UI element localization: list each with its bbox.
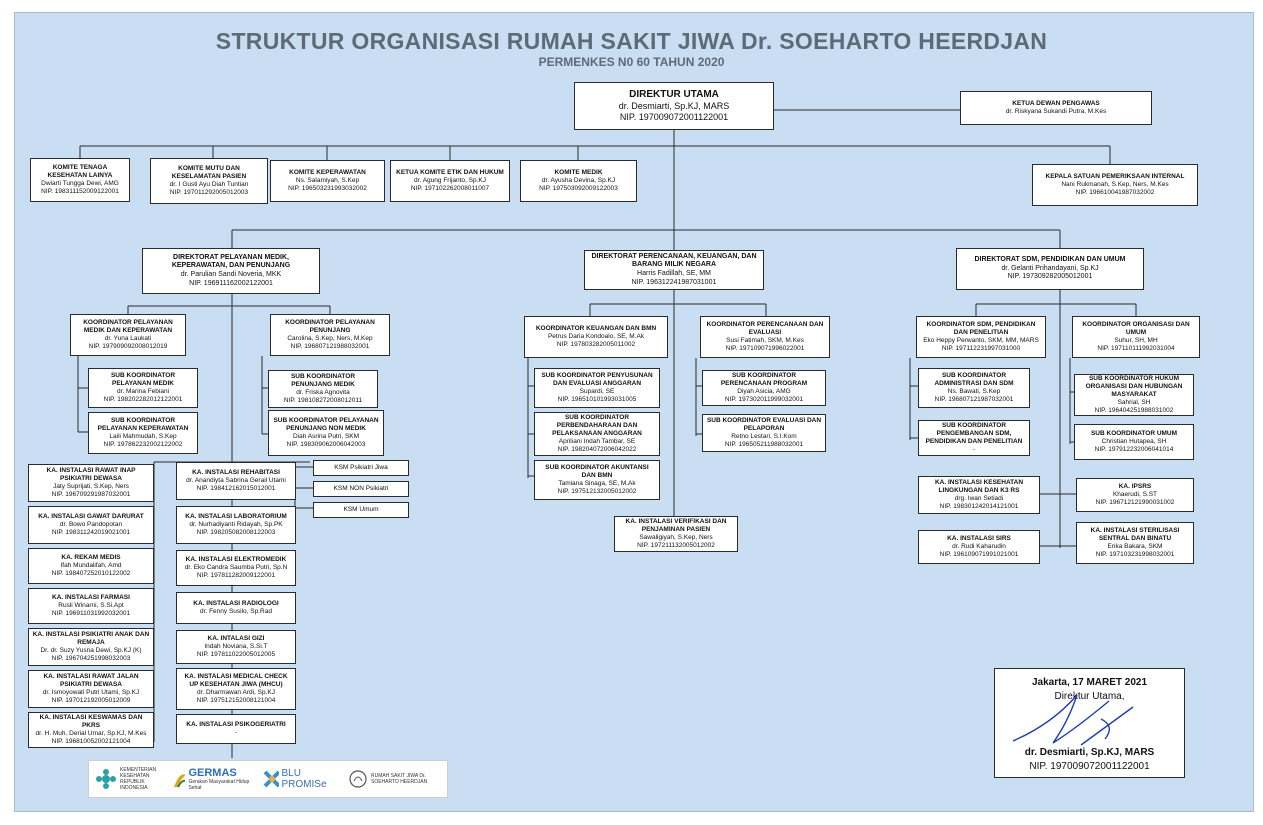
label: KOORDINATOR PERENCANAAN DAN EVALUASI (706, 320, 824, 336)
box-sub-perencanaan-program (702, 370, 826, 406)
blu-icon (262, 769, 279, 789)
nip: NIP. 198407252010122002 (51, 570, 131, 578)
box-inst-sirs (918, 530, 1040, 564)
nip: NIP. 198204072006042022 (557, 446, 637, 454)
holder: Ns. Salamiyah, S.Kep (295, 176, 360, 184)
box-komite-mutu (150, 158, 268, 204)
holder: dr. H. Muh. Derial Umar, Sp.KJ, M.Kes (35, 730, 147, 737)
nip: NIP. 197112231997031000 (941, 345, 1021, 353)
holder: dr. Ismoyowati Putri Utami, Sp.KJ (42, 689, 140, 696)
box-direktorat-keuangan (584, 250, 764, 290)
box-inst-rawat-jalan (28, 670, 154, 708)
signature-date: Jakarta, 17 MARET 2021 (1031, 677, 1148, 688)
holder: Khaerudi, S.ST (1112, 490, 1158, 498)
nip: NIP. 198311242019021001 (51, 529, 131, 537)
blu-text: BLU PROMISe (281, 768, 327, 790)
nip: NIP. 197811022005012005 (196, 651, 276, 659)
box-direktur-utama (574, 82, 774, 130)
nip: NIP. 198202282012122001 (103, 396, 183, 404)
box-inst-verifikasi (614, 516, 738, 552)
box-ksm-psikiatri-jiwa (313, 460, 409, 476)
handwritten-signature (1005, 689, 1155, 751)
box-inst-laboratorium (176, 506, 296, 544)
box-sub-penunjang-nonmedik (268, 410, 384, 456)
box-inst-gizi (176, 630, 296, 664)
box-inst-ipsrs (1076, 478, 1194, 512)
nip: NIP. 197211132005012002 (637, 542, 715, 550)
holder: drg. Iwan Setiadi (954, 495, 1004, 502)
box-inst-farmasi (28, 588, 154, 624)
rs-text: RUMAH SAKIT JIWA Dr. SOEHARTO HEERDJAN (371, 773, 428, 785)
holder: Diyah Asicia, AMG (737, 388, 791, 395)
box-inst-gawat-darurat (28, 506, 154, 544)
box-inst-rekam-medis (28, 548, 154, 584)
label: KSM NON Psikiatri (333, 484, 389, 492)
holder: Ns. Bawati, S.Kep (947, 388, 1001, 395)
label: SUB KOORDINATOR PERENCANAAN PROGRAM (720, 371, 808, 387)
germas-icon (172, 769, 185, 789)
holder: Diah Asrina Putri, SKM (292, 433, 360, 440)
label: KOORDINATOR ORGANISASI DAN UMUM (1082, 320, 1190, 336)
box-sub-pelayanan-keperawatan (88, 412, 198, 454)
label: KOORDINATOR KEUANGAN DAN BMN (535, 324, 657, 332)
label: KA. INSTALASI RAWAT JALAN PSIKIATRI DEWASA (43, 672, 139, 688)
nip: NIP. 198108272008012011 (283, 397, 363, 405)
nip: NIP. 196704251998032003 (51, 655, 131, 663)
label: SUB KOORDINATOR AKUNTANSI DAN BMN (545, 463, 649, 479)
holder: dr. I Gusti Ayu Diah Tuntian (169, 181, 249, 188)
rs-icon (348, 769, 368, 789)
label: SUB KOORDINATOR EVALUASI DAN PELAPORAN (706, 416, 822, 432)
nip: NIP. 197512152008121004 (196, 697, 276, 705)
holder: dr. Dharmawan Ardi, Sp.KJ (196, 689, 276, 696)
nip: NIP. 196807121987032001 (934, 396, 1014, 404)
box-inst-rawat-inap (28, 464, 154, 502)
box-sub-pengembangan-sdm (918, 420, 1030, 456)
nip: NIP. 196911162002122001 (189, 279, 273, 287)
box-koord-perencanaan (700, 316, 830, 358)
nip: NIP. 197811282009122001 (196, 572, 276, 580)
kemenkes-text: KEMENTERIAN KESEHATAN REPUBLIK INDONESIA (120, 767, 157, 791)
holder: dr. Marina Febiani (116, 388, 170, 395)
label: KA. IPSRS (1118, 482, 1152, 490)
label: KA. INSTALASI RAWAT INAP PSIKIATRI DEWASA (46, 466, 136, 482)
nip: NIP. 197909092008012019 (88, 343, 168, 351)
holder: dr. Eko Candra Saumba Putri, Sp.N (184, 563, 288, 571)
box-inst-psikogeriatri (176, 714, 296, 744)
label: KA. INSTALASI ELEKTROMEDIK (185, 555, 287, 563)
box-direktorat-medik (142, 248, 320, 294)
label: KA. INSTALASI GAWAT DARURAT (38, 512, 144, 520)
holder: dr. Riskyana Sukandi Putra, M.Kes (1005, 108, 1107, 115)
box-komite-keperawatan (270, 160, 385, 202)
holder: Suhur, SH, MH (1114, 337, 1158, 344)
box-inst-mcu (176, 668, 296, 710)
label: KA. INSTALASI PSIKOGERIATRI (186, 720, 286, 728)
holder: Christian Hutapea, SH (1101, 437, 1167, 445)
box-inst-psikiatri-anak (28, 628, 154, 666)
nip: NIP. 197110111992031004 (1097, 345, 1175, 353)
box-sub-hukum-humas (1074, 374, 1194, 416)
holder: Harris Fadillah, SE, MM (637, 270, 711, 277)
holder: - (972, 446, 976, 454)
holder: Tamiana Sinaga, SE, M.Ak (558, 480, 636, 487)
nip: NIP. 196503231993032002 (288, 185, 367, 193)
box-inst-rehabilitasi (176, 462, 296, 500)
nip: NIP. 196312241987031001 (631, 278, 717, 286)
holder: - (234, 729, 238, 736)
holder: dr. Friska Agnovita (296, 389, 350, 396)
germas-text: GERMAS (188, 767, 237, 779)
germas-logo (172, 767, 252, 791)
holder: Retno Lestari, S.I.Kom (731, 433, 797, 440)
holder: Laili Mahmudah, S.Kep (109, 433, 177, 440)
nip: NIP. 197103231998032001 (1095, 551, 1175, 559)
label: KSM Umum (343, 505, 379, 513)
holder: Dwiarti Tungga Dewi, AMG (41, 180, 119, 187)
holder: dr. Ayusha Devina, Sp.KJ (541, 176, 616, 184)
label: SUB KOORDINATOR PELAYANAN PENUNJANG NON MEDIK (273, 416, 379, 432)
nip: NIP. 197011292005012003 (169, 189, 249, 197)
holder: Sahrial, SH (1117, 399, 1151, 407)
box-inst-keswamas (28, 712, 154, 748)
nip: NIP. 198205082008122003 (196, 529, 276, 537)
nip: NIP. 196505211988032001 (724, 441, 804, 449)
holder: dr. Bowo Pandopotan (59, 520, 123, 528)
box-inst-elektromedik (176, 550, 296, 586)
label: KA. INSTALASI KESWAMAS DAN PKRS (39, 713, 143, 729)
signature-name: dr. Desmiarti, Sp.KJ, MARS (1024, 747, 1155, 758)
label: DIREKTORAT SDM, PENDIDIKAN DAN UMUM (974, 255, 1126, 263)
nip: NIP. 198412162015012001 (196, 485, 276, 493)
label: KA. INSTALASI LABORATORIUM (185, 512, 287, 520)
label: KA. INSTALASI PSIKIATRI ANAK DAN REMAJA (32, 630, 150, 646)
box-komite-tenaga (30, 158, 130, 202)
label: KA. INSTALASI VERIFIKASI DAN PENJAMINAN PASIEN (625, 517, 727, 533)
nip: NIP. 197512132005012002 (557, 488, 637, 496)
nip: NIP. 196807121988032001 (290, 343, 370, 351)
nip: NIP. 196404251988031002 (1094, 407, 1174, 415)
holder: dr. Fenny Susilo, Sp.Rad (200, 608, 272, 615)
signature-role: Direktur Utama, (1054, 691, 1125, 702)
box-sub-perbendaharaan (534, 412, 660, 456)
box-sub-pelayanan-medik (88, 368, 198, 408)
box-komite-etik (390, 160, 510, 202)
label: SUB KOORDINATOR PENGEMBANGAN SDM, PENDIDIKAN DAN PENELITIAN (925, 421, 1023, 445)
label: KA. INSTALASI FARMASI (52, 593, 130, 601)
label: SUB KOORDINATOR PELAYANAN KEPERAWATAN (97, 416, 189, 432)
box-sub-akuntansi (534, 460, 660, 500)
box-ksm-non-psikiatri (313, 481, 409, 497)
holder: Supardi, SE (579, 388, 615, 395)
holder: Dr. dr. Suzy Yusna Dewi, Sp.KJ (K) (40, 647, 142, 654)
holder: Petrus Daria Kondoalo, SE, M.Ak (547, 332, 645, 340)
label: SUB KOORDINATOR ADMINISTRASI DAN SDM (934, 371, 1014, 387)
holder: Carolina, S.Kep, Ners, M.Kep (287, 335, 373, 342)
label: KA. INSTALASI KESEHATAN LINGKUNGAN DAN K3 RS (934, 478, 1024, 494)
signature-block (994, 668, 1185, 778)
nip: NIP. 197503092009122003 (539, 185, 618, 193)
nip: NIP. 197102262008011007 (410, 185, 490, 193)
chart-subtitle: PERMENKES N0 60 TAHUN 2020 (538, 55, 725, 69)
holder: Susi Fatimah, SKM, M.Kes (726, 337, 804, 344)
nip: NIP. 197309282005012001 (1007, 273, 1093, 281)
nip: NIP. 197803282005011002 (556, 341, 636, 349)
box-sub-penunjang-medik (268, 370, 378, 408)
nip: NIP. 196610041987032002 (1075, 189, 1155, 197)
kemenkes-logo (95, 767, 162, 791)
holder: Rusli Winarni, S.Si.Apt (58, 601, 124, 609)
nip: NIP. 197012192005012009 (51, 697, 131, 705)
label: KOMITE MEDIK (554, 168, 603, 176)
label: SUB KOORDINATOR PENUNJANG MEDIK (290, 372, 356, 388)
nip: NIP. 196109071991021001 (939, 551, 1019, 559)
signature-nip: NIP. 197009072001122001 (1029, 761, 1150, 772)
box-dewan-pengawas (960, 91, 1152, 125)
box-komite-medik (520, 160, 637, 202)
holder: dr. Parulian Sandi Noveria, MKK (180, 271, 282, 278)
box-koord-medik-kep (70, 314, 186, 356)
label: DIREKTORAT PELAYANAN MEDIK, KEPERAWATAN, DAN PENUNJANG (171, 253, 291, 270)
label: KA. REKAM MEDIS (61, 553, 121, 561)
holder: dr. Rudi Kaharudin (952, 542, 1006, 550)
chart-title: STRUKTUR ORGANISASI RUMAH SAKIT JIWA Dr. SOEHARTO HEERDJAN (215, 28, 1048, 54)
box-spi (1032, 164, 1198, 206)
label: SUB KOORDINATOR PELAYANAN MEDIK (110, 371, 176, 387)
nip: NIP. 197302011999032001 (724, 396, 804, 404)
holder: Indah Noviana, S.Si.T (204, 642, 268, 650)
nip: NIP. 197912232006041014 (1094, 446, 1174, 454)
logo-strip (88, 760, 448, 798)
nip: NIP. 196810052002121004 (51, 738, 131, 746)
label: KA. INSTALASI SIRS (947, 534, 1011, 542)
label: KA. INTALASI GIZI (207, 634, 265, 642)
nip: NIP. 196712121990031002 (1095, 499, 1175, 507)
box-sub-penyusunan-anggaran (534, 368, 660, 408)
box-ksm-umum (313, 502, 409, 518)
holder: dr. Desmiarti, Sp.KJ, MARS (618, 101, 730, 111)
nip: NIP. 196911031992032001 (51, 610, 131, 618)
nip: NIP. 197009072001122001 (619, 112, 729, 123)
box-koord-penunjang (270, 314, 390, 356)
holder: dr. Anandiyta Sabrina Gerail Utami (186, 476, 286, 484)
label: KETUA DEWAN PENGAWAS (1012, 99, 1100, 107)
holder: Eko Heppy Perwanto, SKM, MM, MARS (923, 337, 1039, 344)
label: KOMITE MUTU DAN KESELAMATAN PASIEN (171, 164, 247, 180)
box-sub-administrasi-sdm (918, 368, 1030, 408)
holder: dr. Nurhadiyanti Ridayah, Sp.PK (189, 520, 283, 528)
box-inst-k3rs (918, 476, 1040, 514)
holder: dr. Agung Frijanto, Sp.KJ (414, 176, 486, 184)
nip: NIP. 197862232002122002 (103, 441, 183, 449)
holder: Erika Bakara, SKM (1107, 543, 1163, 550)
box-sub-umum (1074, 424, 1194, 460)
label: KOMITE KEPERAWATAN (289, 168, 366, 176)
nip: NIP. 196510101993031005 (557, 396, 637, 404)
label: KOORDINATOR SDM, PENDIDIKAN DAN PENELITIAN (926, 320, 1036, 336)
germas-subtext: Gerakan Masyarakat Hidup Sehat (188, 779, 250, 791)
label: KA. INSTALASI RADIOLOGI (193, 599, 279, 607)
label: DIREKTORAT PERENCANAAN, KEUANGAN, DAN BARANG MILIK NEGARA (591, 252, 757, 269)
label: KA. INSTALASI MEDICAL CHECK UP KESEHATAN JIWA (MHCU) (184, 672, 288, 688)
holder: Ifah Mundalifah, Amd (60, 561, 122, 569)
holder: Jaty Suprijati, S.Kep, Ners (53, 483, 129, 490)
label: KA. INSTALASI REHABITASI (192, 468, 280, 476)
label: KOORDINATOR PELAYANAN MEDIK DAN KEPERAWATAN (83, 318, 173, 334)
label: SUB KOORDINATOR UMUM (1090, 429, 1178, 437)
box-koord-keuangan (524, 316, 668, 358)
holder: Nani Rukmanah, S.Kep, Ners, M.Kes (1061, 180, 1169, 188)
box-inst-radiologi (176, 592, 296, 624)
holder: dr. Yuna Laukati (104, 335, 152, 342)
box-direktorat-sdm (956, 248, 1144, 290)
nip: NIP. 198301242014121001 (939, 503, 1019, 511)
box-koord-sdm (916, 316, 1046, 358)
label: KETUA KOMITE ETIK DAN HUKUM (396, 168, 504, 176)
label: KSM Psikiatri Jiwa (334, 463, 388, 471)
holder: Apriliani Indah Tambar, SE (558, 438, 636, 446)
box-koord-organisasi (1072, 316, 1200, 358)
nip: NIP. 197109071996022001 (725, 345, 805, 353)
label: SUB KOORDINATOR PENYUSUNAN DAN EVALUASI ANGGARAN (541, 371, 653, 387)
box-sub-evaluasi-pelaporan (702, 414, 826, 452)
label: KOORDINATOR PELAYANAN PENUNJANG (285, 318, 375, 334)
label: DIREKTUR UTAMA (629, 88, 719, 100)
blu-logo (262, 768, 338, 790)
label: KOMITE TENAGA KESEHATAN LAINYA (47, 163, 113, 179)
holder: dr. Gelanti Prihandayani, Sp.KJ (1001, 264, 1099, 272)
kemenkes-icon (95, 768, 117, 790)
nip: NIP. 196709291987032001 (51, 491, 131, 499)
rs-logo (348, 769, 441, 789)
label: KA. INSTALASI STERILISASI SENTRAL DAN BINATU (1090, 526, 1180, 542)
box-inst-sterilisasi (1076, 522, 1194, 564)
nip: NIP. 198309062006042003 (286, 441, 366, 449)
label: SUB KOORDINATOR PERBENDAHARAAN DAN PELAKSANAAN ANGGARAN (552, 413, 642, 437)
label: SUB KOORDINATOR HUKUM ORGANISASI DAN HUBUNGAN MASYARAKAT (1085, 374, 1183, 398)
label: KEPALA SATUAN PEMERIKSAAN INTERNAL (1045, 172, 1185, 180)
holder: Sawaligiyah, S.Kep, Ners (639, 534, 713, 541)
nip: NIP. 198311152009122001 (41, 188, 119, 196)
